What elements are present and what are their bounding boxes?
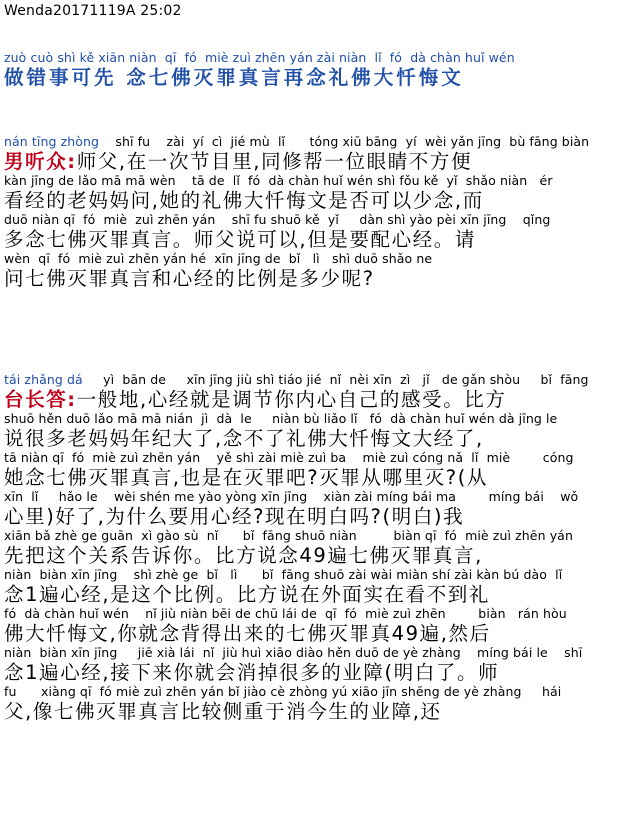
hanzi-line: 念1遍心经,接下来你就会消掉很多的业障(明白了。师: [4, 661, 500, 684]
hanzi-line: 她念七佛灭罪真言,也是在灭罪吧?灭罪从哪里灭?(从: [4, 466, 489, 489]
hanzi-line: 心里)好了,为什么要用心经?现在明白吗?(明白)我: [4, 505, 465, 528]
pinyin-line: niàn biàn xīn jīng jiē xià lái nǐ jiù huì xiāo diào hěn duō de yè zhàng míng bái le shī: [4, 646, 583, 660]
answer-speaker-pinyin: tái zhǎng dá: [4, 373, 83, 387]
answer-speaker: 台长答:: [4, 388, 77, 411]
hanzi-line: 多念七佛灭罪真言。师父说可以,但是要配心经。请: [4, 228, 476, 251]
pinyin-line: xīn lǐ hǎo le wèi shén me yào yòng xīn jīng xiàn zài míng bái ma míng bái wǒ: [4, 490, 579, 504]
hanzi-line: 师父,在一次节目里,同修帮一位眼睛不方便: [76, 150, 473, 173]
hanzi-line: 问七佛灭罪真言和心经的比例是多少呢?: [4, 267, 375, 290]
pinyin-line: xiān bǎ zhè ge guān xì gào sù nǐ bǐ fāng shuō niàn biàn qī fó miè zuì zhēn yán: [4, 529, 573, 543]
question-speaker-pinyin: nán tīng zhòng: [4, 135, 100, 149]
hanzi-line: 念1遍心经,是这个比例。比方说在外面实在看不到礼: [4, 583, 491, 606]
hanzi-line: 一般地,心经就是调节你内心自己的感受。比方: [76, 388, 507, 411]
pinyin-line: shī fu zài yí cì jié mù lǐ tóng xiū bāng yí wèi yǎn jīng bù fāng biàn: [99, 135, 590, 149]
question-speaker: 男听众:: [4, 150, 77, 173]
hanzi-line: 佛大忏悔文,你就念背得出来的七佛灭罪真49遍,然后: [4, 622, 491, 645]
pinyin-line: niàn biàn xīn jīng shì zhè ge bǐ lì bǐ fāng shuō zài wài miàn shí zài kàn bú dào lǐ: [4, 568, 563, 582]
pinyin-line: fó dà chàn huǐ wén nǐ jiù niàn bēi de chū lái de qī fó miè zuì zhēn biàn rán hòu: [4, 607, 567, 621]
document-header: Wenda20171119A 25:02: [4, 3, 182, 19]
hanzi-line: 先把这个关系告诉你。比方说念49遍七佛灭罪真言,: [4, 544, 483, 567]
hanzi-line: 说很多老妈妈年纪大了,念不了礼佛大忏悔文大经了,: [4, 427, 484, 450]
question-block: [4, 135, 623, 291]
pinyin-line: yì bān de xīn jīng jiù shì tiáo jié nǐ nèi xīn zì jǐ de gǎn shòu bǐ fāng: [82, 373, 589, 387]
answer-block: [4, 373, 623, 724]
pinyin-line: duō niàn qī fó miè zuì zhēn yán shī fu shuō kě yǐ dàn shì yào pèi xīn jīng qǐng: [4, 213, 551, 227]
title-hanzi: 做错事可先 念七佛灭罪真言再念礼佛大忏悔文: [4, 66, 464, 89]
pinyin-line: fu xiàng qī fó miè zuì zhēn yán bǐ jiào cè zhòng yú xiāo jīn shēng de yè zhàng hái: [4, 685, 562, 699]
hanzi-line: 父,像七佛灭罪真言比较侧重于消今生的业障,还: [4, 700, 442, 723]
title-pinyin: zuò cuò shì kě xiān niàn qī fó miè zuì zhēn yán zài niàn lǐ fó dà chàn huǐ wén: [4, 51, 515, 65]
pinyin-line: wèn qī fó miè zuì zhēn yán hé xīn jīng de bǐ lì shì duō shǎo ne: [4, 252, 433, 266]
pinyin-line: kàn jīng de lǎo mā mā wèn tā de lǐ fó dà chàn huǐ wén shì fǒu kě yǐ shǎo niàn ér: [4, 174, 553, 188]
hanzi-line: 看经的老妈妈问,她的礼佛大忏悔文是否可以少念,而: [4, 189, 484, 212]
title-block: [4, 51, 623, 90]
pinyin-line: shuō hěn duō lǎo mā mā nián jì dà le niàn bù liǎo lǐ fó dà chàn huǐ wén dà jīng le: [4, 412, 558, 426]
pinyin-line: tā niàn qī fó miè zuì zhēn yán yě shì zài miè zuì ba miè zuì cóng nǎ lǐ miè cóng: [4, 451, 574, 465]
